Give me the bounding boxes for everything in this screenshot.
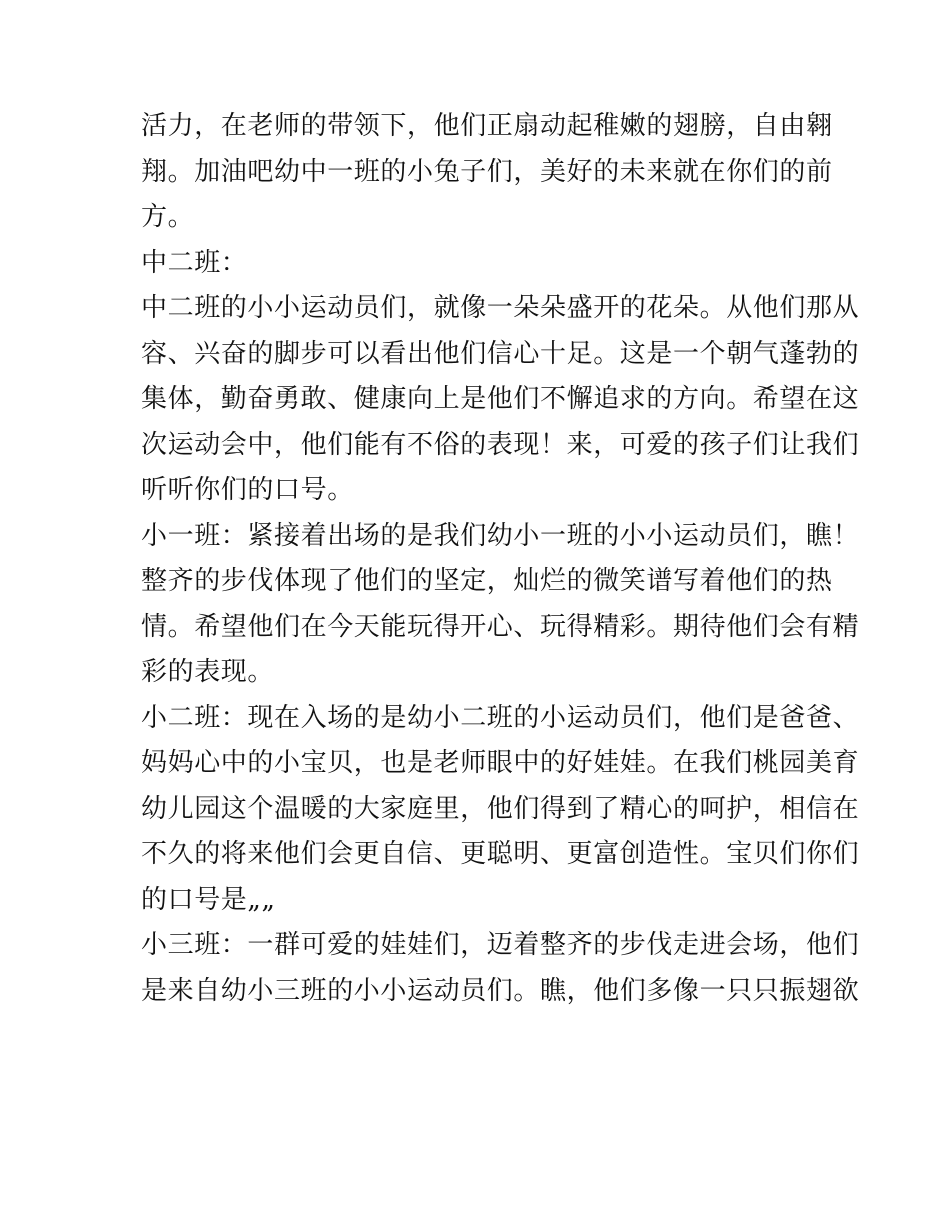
text-line: 的口号是„„: [141, 884, 276, 915]
section-heading-zhong-er-ban: 中二班：: [141, 247, 248, 278]
text-line: 活力，在老师的带领下，他们正扇动起稚嫩的翅膀，自由翱: [141, 111, 833, 141]
text-line: 翔。加油吧幼中一班的小兔子们，美好的未来就在你们的前: [141, 156, 833, 187]
document-body: [141, 104, 860, 1014]
text-line: 中二班的小小运动员们，就像一朵朵盛开的花朵。从他们那从: [141, 293, 860, 323]
text-line: 不久的将来他们会更自信、更聪明、更富创造性。宝贝们你们: [141, 839, 860, 869]
text-line: 彩的表现。: [141, 657, 275, 687]
text-line: 容、兴奋的脚步可以看出他们信心十足。这是一个朝气蓬勃的: [141, 338, 860, 369]
text-line: 听听你们的口号。: [141, 475, 354, 505]
text-line: 情。希望他们在今天能玩得开心、玩得精彩。期待他们会有精: [141, 611, 860, 642]
text-line: 集体，勤奋勇敢、健康向上是他们不懈追求的方向。希望在这: [141, 384, 860, 414]
paragraph-xiao-yi-ban: 小一班：紧接着出场的是我们幼小一班的小小运动员们，瞧！: [141, 520, 860, 551]
text-line: 次运动会中，他们能有不俗的表现！来，可爱的孩子们让我们: [141, 429, 860, 460]
text-line: 幼儿园这个温暖的大家庭里，他们得到了精心的呵护，相信在: [141, 793, 860, 824]
text-line: 整齐的步伐体现了他们的坚定，灿烂的微笑谱写着他们的热: [141, 566, 833, 596]
paragraph-xiao-san-ban: 小三班：一群可爱的娃娃们，迈着整齐的步伐走进会场，他们: [141, 930, 860, 960]
text-line: 是来自幼小三班的小小运动员们。瞧，他们多像一只只振翅欲: [141, 975, 860, 1006]
text-line: 妈妈心中的小宝贝，也是老师眼中的好娃娃。在我们桃园美育: [141, 748, 860, 778]
text-line: 方。: [141, 202, 195, 232]
paragraph-xiao-er-ban: 小二班：现在入场的是幼小二班的小运动员们，他们是爸爸、: [141, 702, 860, 733]
